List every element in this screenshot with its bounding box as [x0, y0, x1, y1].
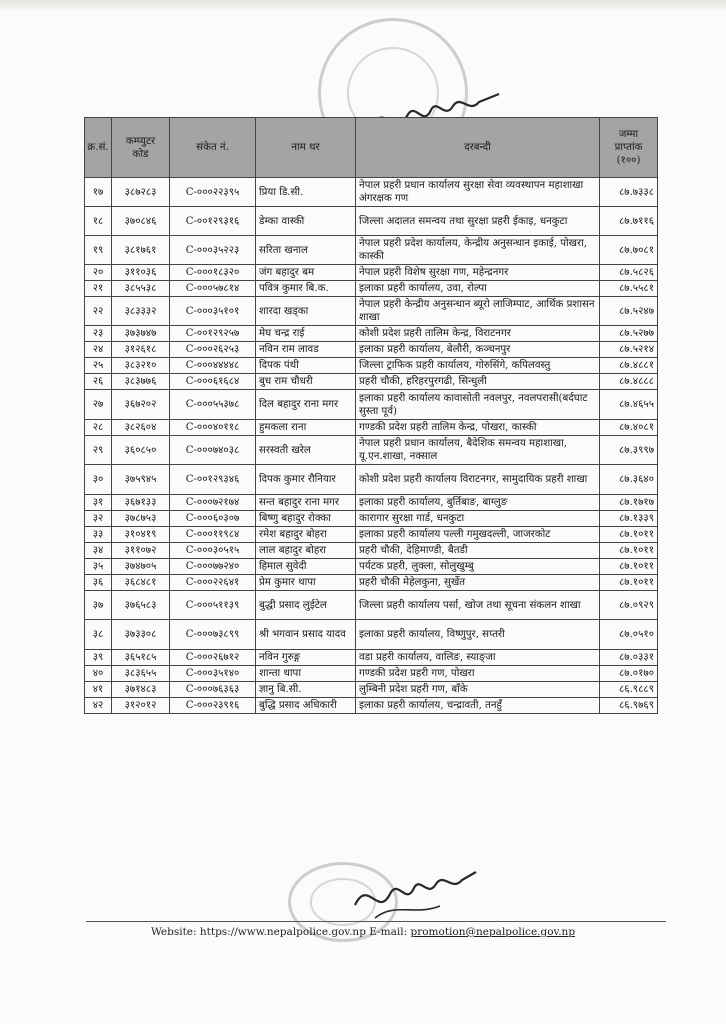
table-row [85, 342, 658, 358]
table-row [85, 495, 658, 511]
symbol-number-cell: C-०००६०३०७ [170, 511, 256, 527]
table-row [85, 543, 658, 559]
name-cell: हुमकला राना [256, 420, 356, 436]
post-cell: इलाका प्रहरी कार्यालय, चन्द्रावती, तनहुँ [356, 698, 600, 714]
symbol-number-cell: C-०००३५१०१ [170, 297, 256, 326]
serial-number-cell: ३९ [85, 650, 112, 666]
post-cell: लुम्बिनी प्रदेश प्रहरी गण, बाँके [356, 682, 600, 698]
post-cell: कोशी प्रदेश प्रहरी कार्यालय विराटनगर, सामुदायिक प्रहरी शाखा [356, 465, 600, 495]
computer-code-cell: ३७३३०८ [112, 620, 170, 650]
post-cell: नेपाल प्रहरी विशेष सुरक्षा गण, महेन्द्रनगर [356, 265, 600, 281]
header-total-marks-line2: प्राप्तांक [614, 142, 643, 153]
table-row [85, 281, 658, 297]
footer-email-link[interactable]: promotion@nepalpolice.gov.np [410, 926, 576, 938]
symbol-number-cell: C-०००५५३७८ [170, 390, 256, 420]
post-cell: गण्डकी प्रदेश प्रहरी तालिम केन्द्र, पोखरा, कास्की [356, 420, 600, 436]
name-cell: श्री भगवान प्रसाद यादव [256, 620, 356, 650]
computer-code-cell: ३८३२१० [112, 358, 170, 374]
symbol-number-cell: C-००१२९२५७ [170, 326, 256, 342]
symbol-number-cell: C-०००३५२२३ [170, 236, 256, 265]
post-cell: जिल्ला अदालत समन्वय तथा सुरक्षा प्रहरी ईकाइ, धनकुटा [356, 207, 600, 236]
computer-code-cell: ३६५१८५ [112, 650, 170, 666]
post-cell: नेपाल प्रहरी केन्द्रीय अनुसन्धान ब्यूरो लाजिम्पाट, आर्थिक प्रशासन शाखा [356, 297, 600, 326]
table-row [85, 511, 658, 527]
serial-number-cell: २२ [85, 297, 112, 326]
serial-number-cell: ३० [85, 465, 112, 495]
table-row [85, 297, 658, 326]
symbol-number-cell: C-०००२२६४१ [170, 575, 256, 591]
table-row [85, 265, 658, 281]
name-cell: सरस्वती खरेल [256, 436, 356, 465]
symbol-number-cell: C-०००२६७१२ [170, 650, 256, 666]
post-cell: नेपाल प्रहरी प्रधान कार्यालय सुरक्षा सेवा व्यवस्थापन महाशाखा अंगरक्षक गण [356, 178, 600, 207]
computer-code-cell: ३८७२८३ [112, 178, 170, 207]
serial-number-cell: २६ [85, 374, 112, 390]
signature-bottom [350, 860, 480, 930]
name-cell: दिपक कुमार रौनियार [256, 465, 356, 495]
post-cell: कारागार सुरक्षा गार्ड, धनकुटा [356, 511, 600, 527]
serial-number-cell: ४२ [85, 698, 112, 714]
name-cell: रमेश बहादुर बोहरा [256, 527, 356, 543]
total-marks-cell: ८७.५२७७ [600, 326, 658, 342]
header-computer-code-line1: कम्प्युटर [125, 135, 156, 147]
symbol-number-cell: C-०००१८३२० [170, 265, 256, 281]
post-cell: प्रहरी चौकी, देहिमाण्डी, बैतडी [356, 543, 600, 559]
name-cell: बुध राम चौधरी [256, 374, 356, 390]
serial-number-cell: १८ [85, 207, 112, 236]
post-cell: इलाका प्रहरी कार्यालय कावासोती नवलपुर, नवलपरासी(बर्दघाट सुस्ता पूर्व) [356, 390, 600, 420]
name-cell: शान्ता थापा [256, 666, 356, 682]
total-marks-cell: ८६.९७६९ [600, 698, 658, 714]
total-marks-cell: ८७.५५८१ [600, 281, 658, 297]
name-cell: शारदा खड्का [256, 297, 356, 326]
table-row [85, 650, 658, 666]
post-cell: प्रहरी चौकी मेहेलकुना, सुर्खेत [356, 575, 600, 591]
name-cell: डेम्का वास्की [256, 207, 356, 236]
header-computer-code-line2: कोड [132, 148, 149, 160]
computer-code-cell: ३७३७४७ [112, 326, 170, 342]
computer-code-cell: ३७०८४६ [112, 207, 170, 236]
table-row [85, 358, 658, 374]
total-marks-cell: ८७.७०८१ [600, 236, 658, 265]
symbol-number-cell: C-०००२२३९५ [170, 178, 256, 207]
serial-number-cell: ३६ [85, 575, 112, 591]
header-post: दरबन्दी [356, 118, 600, 178]
footer-divider [86, 921, 666, 922]
total-marks-cell: ८७.१०११ [600, 559, 658, 575]
symbol-number-cell: C-०००६१६८४ [170, 374, 256, 390]
header-total-marks [600, 118, 658, 178]
name-cell: बिष्णु बहादुर रोक्का [256, 511, 356, 527]
computer-code-cell: ३८३७७६ [112, 374, 170, 390]
table-row [85, 326, 658, 342]
post-cell: नेपाल प्रहरी प्रधान कार्यालय, बैदेशिक समन्वय महाशाखा, यू.एन.शाखा, नक्साल [356, 436, 600, 465]
computer-code-cell: ३१०४१९ [112, 527, 170, 543]
symbol-number-cell: C-०००७२१७४ [170, 495, 256, 511]
symbol-number-cell: C-०००२३९१६ [170, 698, 256, 714]
computer-code-cell: ३११०३६ [112, 265, 170, 281]
name-cell: दिपक पंथी [256, 358, 356, 374]
serial-number-cell: ३१ [85, 495, 112, 511]
header-computer-code [112, 118, 170, 178]
total-marks-cell: ८७.४८८१ [600, 358, 658, 374]
total-marks-cell: ८७.५२१४ [600, 342, 658, 358]
computer-code-cell: ३६७१३३ [112, 495, 170, 511]
total-marks-cell: ८६.९८८९ [600, 682, 658, 698]
serial-number-cell: २४ [85, 342, 112, 358]
computer-code-cell: ३११०७२ [112, 543, 170, 559]
post-cell: कोशी प्रदेश प्रहरी तालिम केन्द्र, विराटनगर [356, 326, 600, 342]
header-name: नाम थर [256, 118, 356, 178]
symbol-number-cell: C-०००४४४४८ [170, 358, 256, 374]
computer-code-cell: ३७५९४५ [112, 465, 170, 495]
post-cell: वडा प्रहरी कार्यालय, वालिङ, स्याङ्जा [356, 650, 600, 666]
serial-number-cell: २० [85, 265, 112, 281]
serial-number-cell: ३२ [85, 511, 112, 527]
total-marks-cell: ८७.१०११ [600, 527, 658, 543]
symbol-number-cell: C-०००३०५१५ [170, 543, 256, 559]
computer-code-cell: ३७८७५३ [112, 511, 170, 527]
computer-code-cell: ३६८४८१ [112, 575, 170, 591]
post-cell: पर्यटक प्रहरी, लुक्ला, सोलुखुम्बु [356, 559, 600, 575]
serial-number-cell: १९ [85, 236, 112, 265]
name-cell: मेघ चन्द्र राई [256, 326, 356, 342]
computer-code-cell: ३६०८५० [112, 436, 170, 465]
total-marks-cell: ८७.१७१७ [600, 495, 658, 511]
computer-code-cell: ३८५५३८ [112, 281, 170, 297]
header-serial-number: क्र.सं. [85, 118, 112, 178]
symbol-number-cell: C-००१२९३४६ [170, 465, 256, 495]
footer-contact [0, 926, 726, 938]
computer-code-cell: ३८२६०४ [112, 420, 170, 436]
header-total-marks-line1: जम्मा [618, 129, 639, 140]
serial-number-cell: ४१ [85, 682, 112, 698]
post-cell: इलाका प्रहरी कार्यालय, विष्णुपुर, सप्तरी [356, 620, 600, 650]
name-cell: नविन गुरुङ्ग [256, 650, 356, 666]
total-marks-cell: ८७.४६५५ [600, 390, 658, 420]
footer-website-text: Website: https://www.nepalpolice.gov.np E-mail: [150, 926, 411, 938]
symbol-number-cell: C-०००३५१४० [170, 666, 256, 682]
computer-code-cell: ३८३६५५ [112, 666, 170, 682]
table-row [85, 420, 658, 436]
name-cell: लाल बहादुर बोहरा [256, 543, 356, 559]
name-cell: पवित्र कुमार बि.क. [256, 281, 356, 297]
total-marks-cell: ८७.३९९७ [600, 436, 658, 465]
symbol-number-cell: C-०००४०११८ [170, 420, 256, 436]
serial-number-cell: ४० [85, 666, 112, 682]
symbol-number-cell: C-०००५७८१४ [170, 281, 256, 297]
serial-number-cell: ३५ [85, 559, 112, 575]
total-marks-cell: ८७.७११६ [600, 207, 658, 236]
scan-top-edge [0, 0, 726, 10]
table-row [85, 207, 658, 236]
header-symbol-number: संकेत नं. [170, 118, 256, 178]
name-cell: सरिता खनाल [256, 236, 356, 265]
name-cell: दिल बहादुर राना मगर [256, 390, 356, 420]
serial-number-cell: ३८ [85, 620, 112, 650]
serial-number-cell: २५ [85, 358, 112, 374]
symbol-number-cell: C-०००७३८९९ [170, 620, 256, 650]
post-cell: जिल्ला ट्राफिक प्रहरी कार्यालय, गोरुसिंगे, कपिलवस्तु [356, 358, 600, 374]
computer-code-cell: ३८३३३२ [112, 297, 170, 326]
table-row [85, 559, 658, 575]
total-marks-cell: ८७.४०८१ [600, 420, 658, 436]
table-row [85, 698, 658, 714]
computer-code-cell: ३६७२०२ [112, 390, 170, 420]
computer-code-cell: ३७४७०५ [112, 559, 170, 575]
table-row [85, 591, 658, 620]
computer-code-cell: ३७१४८३ [112, 682, 170, 698]
post-cell: इलाका प्रहरी कार्यालय, बुर्तिबाङ, बाग्लुङ [356, 495, 600, 511]
total-marks-cell: ८७.०५१० [600, 620, 658, 650]
table-row [85, 620, 658, 650]
computer-code-cell: ३७६५८३ [112, 591, 170, 620]
serial-number-cell: २९ [85, 436, 112, 465]
table-row [85, 527, 658, 543]
computer-code-cell: ३१२६१८ [112, 342, 170, 358]
serial-number-cell: २१ [85, 281, 112, 297]
total-marks-cell: ८७.७३३८ [600, 178, 658, 207]
name-cell: प्रिया डि.सी. [256, 178, 356, 207]
post-cell: नेपाल प्रहरी प्रदेश कार्यालय, केन्द्रीय अनुसन्धान इकाई, पोखरा, कास्की [356, 236, 600, 265]
post-cell: इलाका प्रहरी कार्यालय, उवा, रोल्पा [356, 281, 600, 297]
table-row [85, 465, 658, 495]
name-cell: सन्त बहादुर राना मगर [256, 495, 356, 511]
total-marks-cell: ८७.४८८८ [600, 374, 658, 390]
post-cell: जिल्ला प्रहरी कार्यालय पर्सा, खोज तथा सूचना संकलन शाखा [356, 591, 600, 620]
serial-number-cell: २३ [85, 326, 112, 342]
total-marks-cell: ८७.०९२९ [600, 591, 658, 620]
total-marks-cell: ८७.३६४० [600, 465, 658, 495]
symbol-number-cell: C-००१२९३१६ [170, 207, 256, 236]
header-total-marks-line3: (१००) [616, 155, 641, 166]
serial-number-cell: १७ [85, 178, 112, 207]
computer-code-cell: ३८१७६१ [112, 236, 170, 265]
symbol-number-cell: C-०००७७२४० [170, 559, 256, 575]
symbol-number-cell: C-०००११९८४ [170, 527, 256, 543]
post-cell: इलाका प्रहरी कार्यालय पल्ली गमुखदल्ली, जाजरकोट [356, 527, 600, 543]
table-row [85, 390, 658, 420]
name-cell: बुद्धि प्रसाद अधिकारी [256, 698, 356, 714]
table-row [85, 682, 658, 698]
total-marks-cell: ८७.१०११ [600, 543, 658, 559]
promotion-results-table [84, 117, 658, 714]
total-marks-cell: ८७.०१७० [600, 666, 658, 682]
post-cell: गण्डकी प्रदेश प्रहरी गण, पोखरा [356, 666, 600, 682]
table-row [85, 436, 658, 465]
total-marks-cell: ८७.१०११ [600, 575, 658, 591]
table-row [85, 575, 658, 591]
table-row [85, 374, 658, 390]
name-cell: हिमाल सुवेदी [256, 559, 356, 575]
total-marks-cell: ८७.५८२६ [600, 265, 658, 281]
serial-number-cell: ३४ [85, 543, 112, 559]
symbol-number-cell: C-०००२६२५३ [170, 342, 256, 358]
name-cell: जंग बहादुर बम [256, 265, 356, 281]
serial-number-cell: २८ [85, 420, 112, 436]
serial-number-cell: ३७ [85, 591, 112, 620]
symbol-number-cell: C-०००७४०३८ [170, 436, 256, 465]
table-row [85, 236, 658, 265]
post-cell: प्रहरी चौकी, हरिहरपुरगढी, सिन्धुली [356, 374, 600, 390]
symbol-number-cell: C-०००७६३६३ [170, 682, 256, 698]
computer-code-cell: ३१२०१२ [112, 698, 170, 714]
serial-number-cell: २७ [85, 390, 112, 420]
total-marks-cell: ८७.५२४७ [600, 297, 658, 326]
symbol-number-cell: C-०००५११३९ [170, 591, 256, 620]
name-cell: प्रेम कुमार थापा [256, 575, 356, 591]
serial-number-cell: ३३ [85, 527, 112, 543]
name-cell: बुद्धी प्रसाद लुईटेल [256, 591, 356, 620]
table-row [85, 666, 658, 682]
name-cell: ज्ञानु बि.सी. [256, 682, 356, 698]
table-row [85, 178, 658, 207]
post-cell: इलाका प्रहरी कार्यालय, बेलौरी, कञ्चनपुर [356, 342, 600, 358]
table-header-row [85, 118, 658, 178]
total-marks-cell: ८७.१३३९ [600, 511, 658, 527]
total-marks-cell: ८७.०३३१ [600, 650, 658, 666]
name-cell: नविन राम लावड [256, 342, 356, 358]
